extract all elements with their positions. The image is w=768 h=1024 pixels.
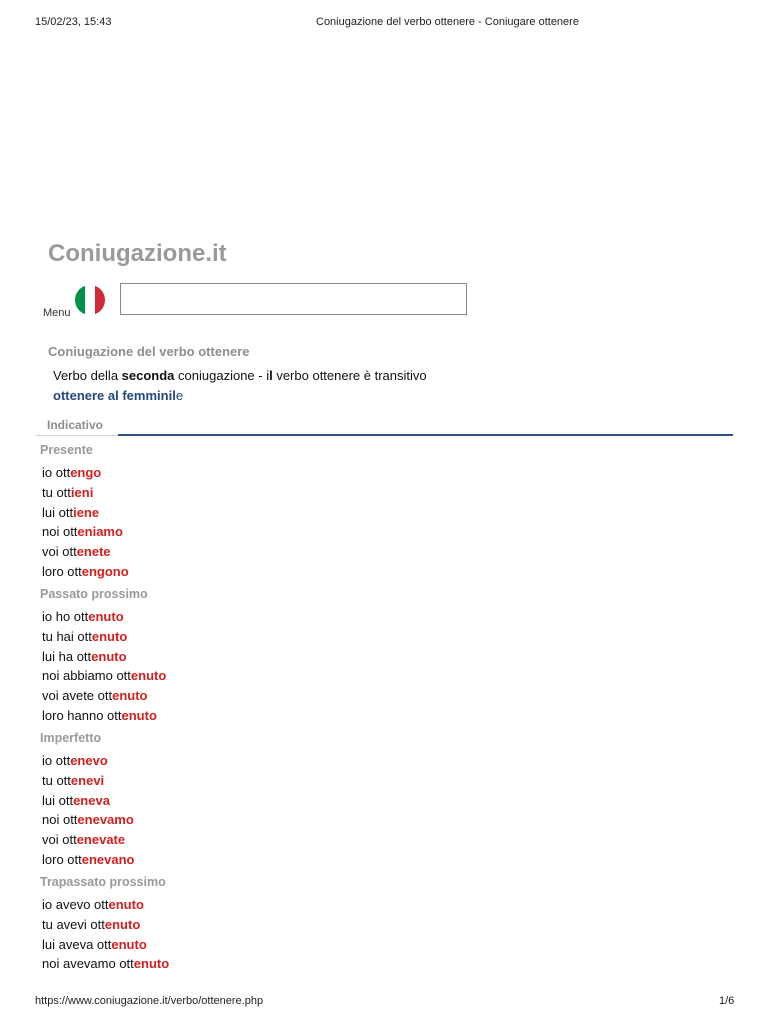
conjugation-ending: enuto — [108, 897, 144, 912]
conjugation-ending: enuto — [91, 628, 128, 644]
conjugation-row — [42, 812, 134, 827]
flag-white-stripe — [85, 285, 95, 315]
site-logo[interactable]: Coniugazione.it — [48, 240, 227, 267]
conjugation-stem: voi ott — [42, 544, 77, 560]
conjugation-stem: tu ott — [42, 772, 71, 788]
tab-indicativo[interactable]: Indicativo — [47, 418, 104, 432]
conjugation-stem: voi ott — [42, 832, 77, 848]
italian-flag-icon[interactable] — [75, 285, 105, 315]
conjugation-stem: io ott — [42, 465, 71, 480]
conjugation-row — [42, 629, 127, 644]
conjugation-stem: io avevo ott — [42, 897, 109, 912]
conjugation-stem: loro ott — [42, 852, 82, 867]
conjugation-ending: enuto — [133, 956, 170, 972]
conjugation-row — [42, 544, 111, 559]
conjugation-ending: enevo — [70, 753, 108, 768]
tense-title: Trapassato prossimo — [40, 875, 166, 889]
conjugation-row — [42, 753, 108, 768]
conjugation-row — [42, 609, 124, 624]
conjugation-ending: enuto — [88, 609, 124, 624]
conjugation-ending: enuto — [121, 708, 157, 723]
print-footer-url: https://www.coniugazione.it/verbo/ottenere.php — [35, 995, 264, 1007]
conjugation-row — [42, 564, 129, 579]
feminine-link-tail[interactable]: e — [175, 388, 184, 403]
verb-description — [53, 368, 427, 383]
conjugation-row — [42, 649, 127, 664]
conjugation-row — [42, 465, 101, 480]
conjugation-stem: noi avevamo ott — [42, 956, 134, 972]
conjugation-row — [42, 956, 169, 971]
conjugation-row — [42, 793, 110, 808]
conjugation-stem: lui ha ott — [42, 648, 92, 664]
conjugation-stem: noi abbiamo ott — [42, 668, 131, 684]
conjugation-ending: engono — [81, 564, 129, 579]
conjugation-stem: tu avevi ott — [42, 916, 105, 932]
feminine-link[interactable] — [53, 388, 183, 403]
conjugation-row — [42, 937, 147, 952]
menu-button[interactable]: Menu — [43, 307, 71, 319]
conjugation-ending: eniamo — [77, 524, 123, 540]
verb-desc-mid: coniugazione - i — [174, 368, 270, 383]
conjugation-row — [42, 708, 157, 723]
conjugation-ending: enuto — [112, 688, 148, 704]
print-footer-page: 1/6 — [719, 995, 735, 1007]
conjugation-row — [42, 773, 104, 788]
conjugation-ending: engo — [70, 465, 102, 480]
conjugation-row — [42, 668, 166, 683]
conjugation-row — [42, 897, 144, 912]
print-header-title: Coniugazione del verbo ottenere - Coniugare ottenere — [316, 16, 579, 28]
tab-underline — [36, 435, 118, 436]
conjugation-row — [42, 917, 140, 932]
conjugation-row — [42, 688, 148, 703]
verb-desc-suffix: verbo ottenere è transitivo — [272, 368, 427, 383]
conjugation-ending: enuto — [111, 936, 147, 952]
conjugation-row — [42, 832, 125, 847]
conjugation-ending: enuto — [91, 648, 127, 664]
conjugation-stem: loro hanno ott — [42, 708, 122, 723]
conjugation-stem: voi avete ott — [42, 688, 113, 704]
conjugation-ending: enevamo — [77, 812, 134, 828]
conjugation-stem: lui ott — [42, 504, 74, 520]
conjugation-ending: iene — [73, 504, 100, 520]
conjugation-stem: tu ott — [42, 484, 71, 500]
conjugation-row — [42, 505, 99, 520]
mood-tab-bar — [36, 417, 733, 437]
conjugation-row — [42, 524, 123, 539]
search-input[interactable] — [120, 283, 467, 315]
conjugation-row — [42, 852, 135, 867]
conjugation-ending: enuto — [104, 916, 141, 932]
conjugation-ending: eneva — [73, 792, 110, 808]
conjugation-ending: enevano — [81, 852, 135, 867]
conjugation-ending: ieni — [70, 484, 94, 500]
tab-divider-line — [118, 434, 733, 436]
conjugation-ending: enuto — [130, 668, 167, 684]
tense-title: Passato prossimo — [40, 587, 148, 601]
flag-green-stripe — [75, 285, 85, 315]
flag-red-stripe — [95, 285, 105, 315]
conjugation-stem: io ho ott — [42, 609, 89, 624]
conjugation-stem: noi ott — [42, 524, 78, 540]
conjugation-stem: lui aveva ott — [42, 936, 112, 952]
verb-desc-bold: seconda — [121, 368, 175, 383]
verb-desc-prefix: Verbo della — [53, 368, 122, 383]
page-title: Coniugazione del verbo ottenere — [48, 344, 250, 359]
conjugation-stem: loro ott — [42, 564, 82, 579]
verb-desc-bold2: l — [269, 368, 273, 383]
conjugation-stem: tu hai ott — [42, 628, 92, 644]
conjugation-row — [42, 485, 93, 500]
conjugation-stem: lui ott — [42, 792, 74, 808]
conjugation-stem: io ott — [42, 753, 71, 768]
tense-title: Presente — [40, 443, 93, 457]
feminine-link-text[interactable]: ottenere al femminil — [53, 388, 176, 403]
tense-title: Imperfetto — [40, 731, 102, 745]
conjugation-ending: enevate — [76, 832, 126, 848]
conjugation-ending: enevi — [70, 772, 105, 788]
conjugation-ending: enete — [76, 544, 111, 560]
print-header-datetime: 15/02/23, 15:43 — [35, 16, 112, 28]
conjugation-stem: noi ott — [42, 812, 78, 828]
